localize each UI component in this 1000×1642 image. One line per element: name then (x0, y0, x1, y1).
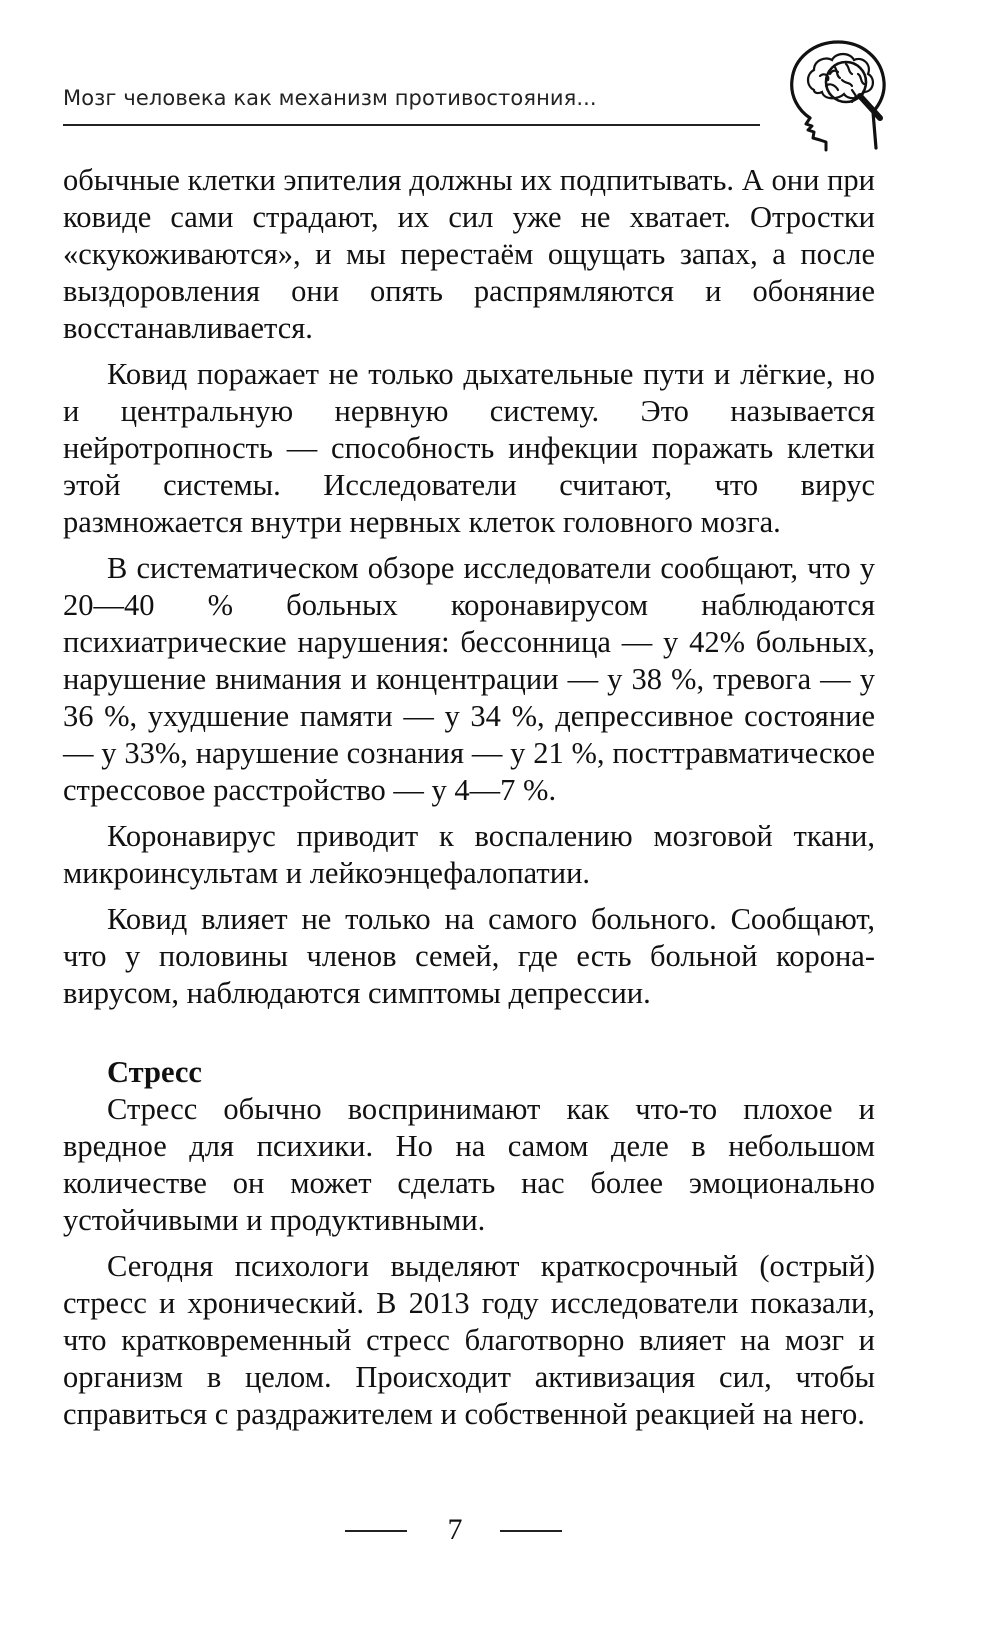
paragraph: Стресс обычно воспринимают как что-то плохое и вредное для психики. Но на самом деле в небольшом количестве он может сделать нас более эмоционально устойчивыми и продуктивными. (63, 1092, 875, 1237)
paragraph: Коронавирус приводит к воспалению мозговой ткани, микроинсультам и лейкоэнцефалопатии. (63, 819, 875, 890)
header-rule (63, 124, 760, 126)
paragraph: Ковид поражает не только дыхательные пути и лёгкие, но и центральную нервную систему. Это называется нейротропность — способность инфекции поражать клетки этой системы. Исследователи считают, что вирус размножается внутри нервных клеток головного мозга. (63, 357, 875, 539)
folio-rule-right (500, 1530, 562, 1532)
folio-rule-left (345, 1530, 407, 1532)
brain-head-magnifier-icon (780, 30, 900, 155)
paragraph: В систематическом обзоре исследователи сообщают, что у 20—40 % больных коронавирусом наблюдаются психиатрические нарушения: бессонница — у 42% больных, нарушение внимания и концентрации — у 38 %, тревога — у 36 %, ухудшение памяти — у 34 %, депрессивное состояние — у 33%, нарушение сознания — у 21 %, посттравматическое стрессовое расстройство — у 4—7 %. (63, 551, 875, 807)
page-number: 7 (447, 1513, 463, 1546)
face-profile-icon (806, 118, 826, 150)
head-outline-icon (792, 42, 884, 148)
page-footer (0, 1510, 1000, 1550)
main-text (63, 162, 875, 1442)
brain-icon (808, 54, 873, 102)
paragraph: Сегодня психологи выделяют краткосрочный (острый) стресс и хронический. В 2013 году исследователи показали, что кратковременный стресс благотворно влияет на мозг и организм в целом. Происходит активизация сил, чтобы справиться с раздражителем и собственной реакцией на него. (63, 1249, 875, 1431)
paragraph-continued: обычные клетки эпителия должны их подпитывать. А они при ковиде сами страдают, их сил уже не хватает. Отростки «скукоживаются», и мы перестаём ощущать запах, а после выздоровления они опять распрямляются и обоняние восстанавливается. (63, 163, 875, 345)
paragraph: Ковид влияет не только на самого больного. Сообщают, что у половины членов семей, где есть больной коронавирусом, наблюдаются симптомы депрессии. (63, 902, 875, 1010)
running-header-title: Мозг человека как механизм противостояния... (63, 86, 597, 110)
section-heading: Стресс (107, 1055, 202, 1089)
